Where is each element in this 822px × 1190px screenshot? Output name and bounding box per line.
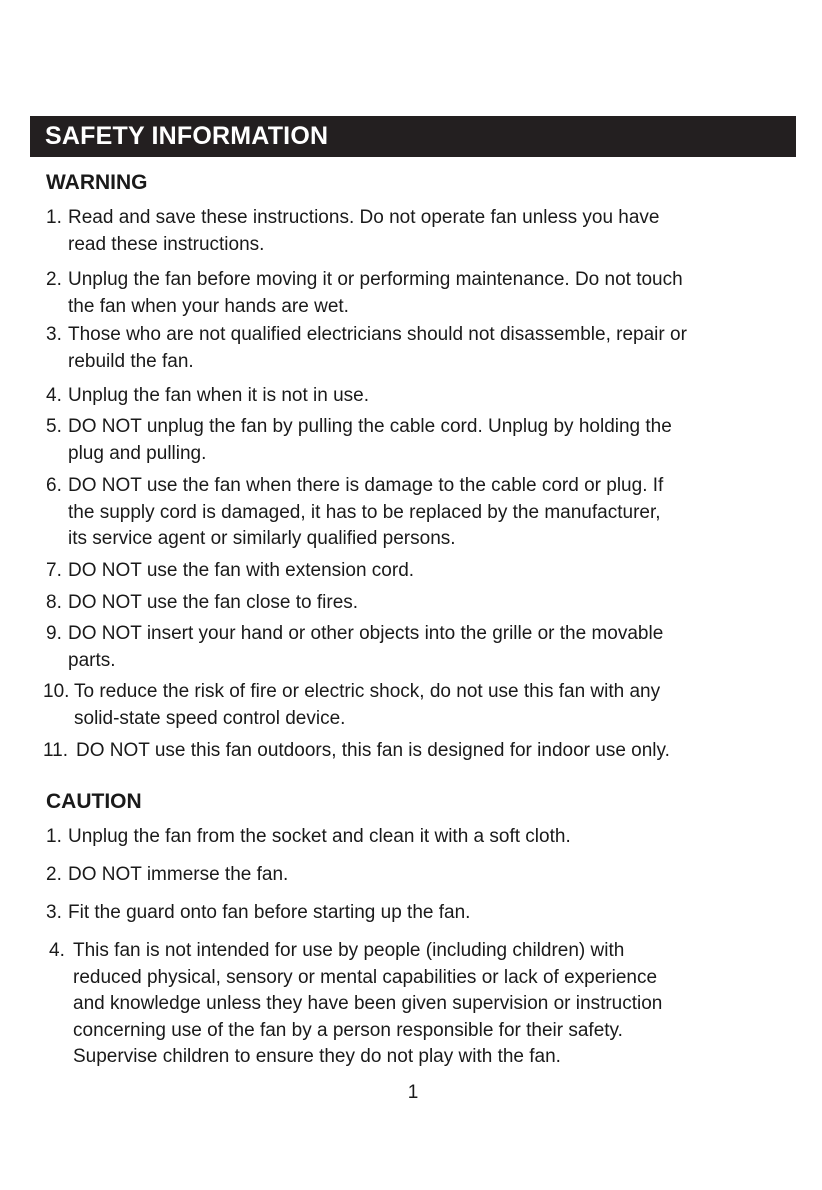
item-number: 9.: [46, 623, 62, 644]
item-text: solid-state speed control device.: [74, 707, 346, 729]
item-text: Unplug the fan before moving it or performing maintenance. Do not touch: [68, 269, 683, 290]
item-number: 4.: [46, 385, 62, 406]
item-text: DO NOT use the fan when there is damage to the cable cord or plug. If: [68, 475, 664, 496]
item-text: rebuild the fan.: [68, 350, 194, 372]
item-text: To reduce the risk of fire or electric shock, do not use this fan with any: [74, 681, 661, 702]
item-number: 5.: [46, 416, 62, 437]
item-number: 10.: [43, 681, 70, 702]
item-text: and knowledge unless they have been given supervision or instruction: [73, 993, 663, 1014]
warning-heading: WARNING: [46, 171, 148, 194]
item-text: plug and pulling.: [68, 442, 207, 464]
caution-heading: CAUTION: [46, 790, 142, 813]
item-text: DO NOT unplug the fan by pulling the cable cord. Unplug by holding the: [68, 416, 672, 437]
item-number: 1.: [46, 826, 62, 847]
item-text: its service agent or similarly qualified persons.: [68, 528, 456, 549]
item-number: 2.: [46, 864, 62, 885]
item-text: DO NOT immerse the fan.: [68, 864, 289, 885]
item-text: Read and save these instructions. Do not operate fan unless you have: [68, 207, 660, 228]
item-text: Fit the guard onto fan before starting up the fan.: [68, 902, 471, 923]
item-number: 1.: [46, 207, 62, 228]
item-number: 6.: [46, 475, 62, 496]
item-text: parts.: [68, 649, 116, 671]
item-number: 2.: [46, 269, 62, 290]
item-number: 3.: [46, 324, 62, 345]
item-text: DO NOT use this fan outdoors, this fan is designed for indoor use only.: [76, 740, 670, 761]
item-text: Those who are not qualified electricians should not disassemble, repair or: [68, 324, 687, 345]
section-title-bar: [30, 116, 796, 157]
item-text: the fan when your hands are wet.: [68, 295, 349, 317]
item-number: 8.: [46, 592, 62, 613]
item-number: 11.: [43, 740, 69, 761]
item-text: DO NOT use the fan with extension cord.: [68, 560, 415, 581]
item-text: DO NOT use the fan close to fires.: [68, 592, 359, 613]
item-text: DO NOT insert your hand or other objects into the grille or the movable: [68, 623, 664, 644]
item-number: 7.: [46, 560, 62, 581]
item-number: 4.: [49, 940, 65, 961]
page-number: 1: [407, 1082, 419, 1103]
item-text: reduced physical, sensory or mental capabilities or lack of experience: [73, 966, 658, 988]
item-number: 3.: [46, 902, 62, 923]
item-text: This fan is not intended for use by people (including children) with: [73, 940, 625, 961]
section-title: SAFETY INFORMATION: [45, 122, 329, 150]
item-text: the supply cord is damaged, it has to be replaced by the manufacturer,: [68, 501, 661, 523]
item-text: read these instructions.: [68, 233, 265, 255]
item-text: concerning use of the fan by a person responsible for their safety.: [73, 1019, 623, 1041]
item-text: Unplug the fan when it is not in use.: [68, 385, 370, 406]
item-text: Unplug the fan from the socket and clean it with a soft cloth.: [68, 826, 571, 847]
item-text: Supervise children to ensure they do not play with the fan.: [73, 1046, 561, 1067]
